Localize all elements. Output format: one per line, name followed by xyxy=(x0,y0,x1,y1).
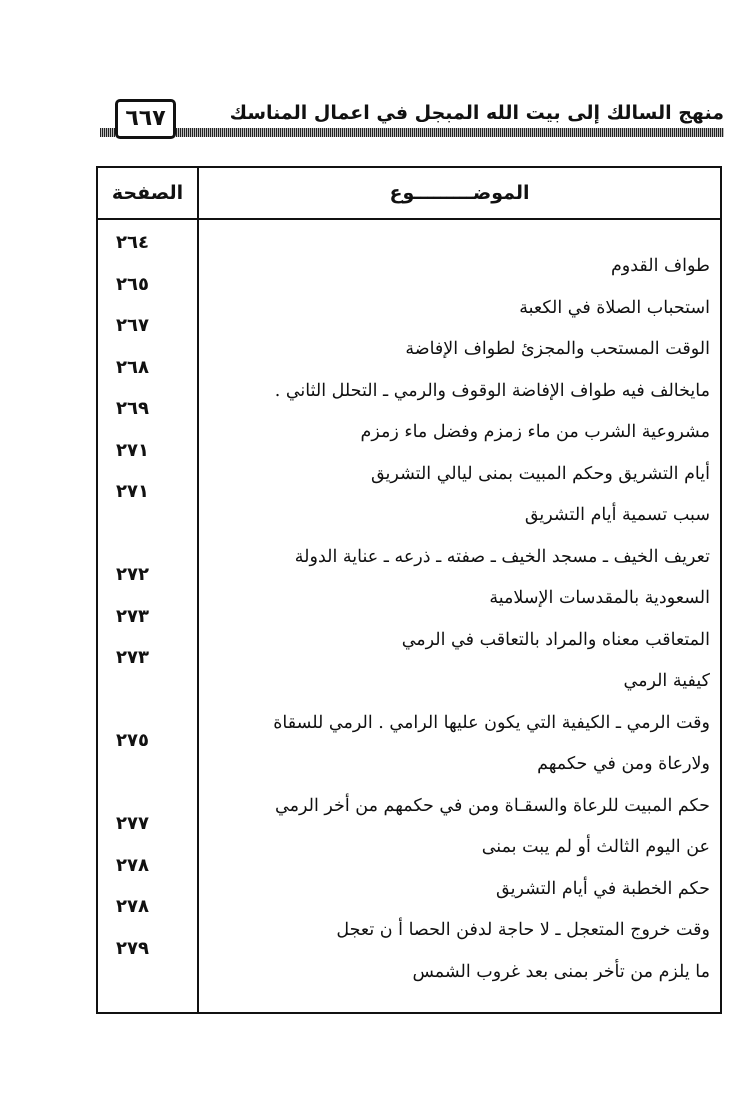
row-topic: طواف القدوم xyxy=(610,256,710,276)
row-page-number: ٢٦٥ xyxy=(116,273,149,295)
row-topic: تعريف الخيف ـ مسجد الخيف ـ صفته ـ ذرعه ـ عناية الدولة xyxy=(294,546,710,567)
table-row xyxy=(98,937,720,993)
row-topic: عن اليوم الثالث أو لم يبت بمنى xyxy=(481,837,710,857)
row-topic: مايخالف فيه طواف الإفاضة الوقوف والرمي ـ التحلل الثاني . xyxy=(274,380,710,401)
row-topic: ما يلزم من تأخر بمنى بعد غروب الشمس xyxy=(412,961,710,982)
table-row xyxy=(98,647,720,702)
row-page-number: ٢٧٧ xyxy=(116,813,149,834)
row-topic: سبب تسمية أيام التشريق xyxy=(524,505,710,525)
row-page-number: ٢٦٤ xyxy=(116,232,149,253)
row-page-number: ٢٧١ xyxy=(116,481,149,502)
row-page-number: ٢٦٧ xyxy=(116,315,149,336)
row-page-number: ٢٦٨ xyxy=(116,356,149,378)
row-page-number: ٢٦٩ xyxy=(116,398,149,419)
header-rule-right xyxy=(176,128,724,137)
row-page-number: ٢٧٢ xyxy=(116,564,149,585)
row-page-number: ٢٧٨ xyxy=(116,854,149,876)
row-page-number: ٢٧١ xyxy=(116,439,149,461)
table-row xyxy=(98,730,720,785)
row-topic: أيام التشريق وحكم المبيت بمنى ليالي التشريق xyxy=(370,463,710,484)
table-row xyxy=(98,481,720,536)
row-page-number: ٢٧٣ xyxy=(116,647,149,668)
row-topic: وقت خروج المتعجل ـ لا حاجة لدفن الحصا أ ن تعجل xyxy=(336,920,710,940)
column-header-topic: الموضـــــــــوع xyxy=(389,182,530,204)
running-title: منهج السالك إلى بيت الله المبجل في اعمال المناسك xyxy=(229,102,724,124)
row-page-number: ٢٧٨ xyxy=(116,896,149,917)
row-topic: كيفية الرمي xyxy=(623,671,710,691)
header-divider xyxy=(98,218,720,220)
row-topic: مشروعية الشرب من ماء زمزم وفضل ماء زمزم xyxy=(360,422,710,442)
row-topic: استحباب الصلاة في الكعبة xyxy=(519,297,710,318)
row-page-number: ٢٧٣ xyxy=(116,605,149,627)
row-topic: حكم المبيت للرعاة والسقـاة ومن في حكمهم من أخر الرمي xyxy=(275,795,710,816)
row-topic: الوقت المستحب والمجزئ لطواف الإفاضة xyxy=(405,339,710,359)
row-topic: وقت الرمي ـ الكيفية التي يكون عليها الرامي . الرمي للسقاة xyxy=(273,712,710,733)
column-header-page: الصفحة xyxy=(111,182,184,204)
row-page-number: ٢٧٩ xyxy=(116,937,149,959)
row-topic: ولارعاة ومن في حكمهم xyxy=(537,754,710,774)
row-topic: السعودية بالمقدسات الإسلامية xyxy=(489,588,710,608)
index-table xyxy=(96,166,722,1014)
page-number-box xyxy=(115,99,176,139)
page-number: ٦٦٧ xyxy=(125,106,166,131)
row-topic: المتعاقب معناه والمراد بالتعاقب في الرمي xyxy=(401,629,710,650)
header-rule-left xyxy=(100,128,115,137)
row-topic: حكم الخطبة في أيام التشريق xyxy=(496,878,710,899)
row-page-number: ٢٧٥ xyxy=(116,730,149,751)
